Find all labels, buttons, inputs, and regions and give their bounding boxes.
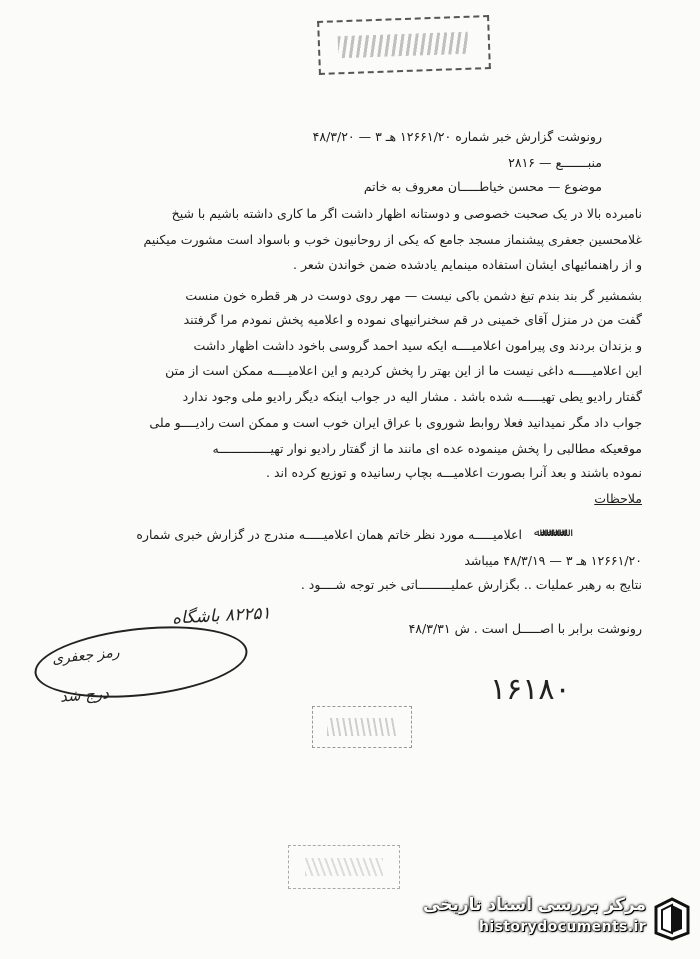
body-line-3: و از راهنمائیهای ایشان استفاده مینمایم یادشده ضمن خواندن شعر . xyxy=(293,257,642,272)
remarks-line-1: اعلامیـــــه مورد نظر خاتم همان اعلامیـــــه مندرج در گزارش خبری شماره xyxy=(136,527,522,542)
body-line-1: نامبرده بالا در یک صحبت خصوصی و دوستانه اظهار داشت اگر ما کاری داشته باشیم با شیخ xyxy=(171,206,642,221)
certification-line: رونوشت برابر با اصـــــل است . ش ۴۸/۳/۳۱ xyxy=(408,621,642,636)
middle-stamp xyxy=(312,706,412,748)
subject-line: موضوع — محسن خیاطـــــان معروف به خاتم xyxy=(363,179,602,194)
remarks-line-3: نتایج به رهبر عملیات .. بگزارش عملیـــــــــاتی خبر توجه شــــود . xyxy=(300,577,642,592)
body-line-8: گفتار رادیو یطی تهیـــــه شده باشد . مشار الیه در جواب اینکه دیگر رادیو ملی وجود ندارد xyxy=(182,389,642,404)
body-line-11: نموده باشند و بعد آنرا بصورت اعلامیـــه بچاپ رسانیده و توزیع کرده اند . xyxy=(266,465,642,480)
book-icon xyxy=(652,895,692,941)
hand-annotation-2: رمز جعفری xyxy=(51,644,121,668)
hand-annotation-1: ۸۲۲۵۱ باشگاه xyxy=(171,603,272,629)
watermark-name: مرکز بررسی اسناد تاریخی xyxy=(423,895,646,915)
source-line: منبـــــــع — ۲۸۱۶ xyxy=(508,155,602,170)
remarks-marker: ﷲﷲﷲﷲﷲ xyxy=(534,526,567,539)
body-line-9: جواب داد مگر نمیدانید فعلا روابط شوروی با عراق ایران خوب است و ممکن است رادیــــو ملی xyxy=(149,415,642,430)
top-stamp xyxy=(317,15,491,75)
remarks-line-2: ۱۲۶۶۱/۲۰ هـ ۳ — ۴۸/۳/۱۹ میباشد xyxy=(464,553,642,568)
watermark-logo xyxy=(423,893,696,949)
body-line-6: و بزندان بردند وی پیرامون اعلامیــــه ایکه سید احمد گروسی باخود داشت اظهار داشت xyxy=(193,338,642,353)
remarks-heading: ملاحظات xyxy=(594,491,642,506)
body-line-10: موقعیکه مطالبی را پخش مینموده عده ای مانند ما از گفتار رادیو نوار تهیــــــــــــــه xyxy=(212,441,642,456)
header-line: رونوشت گزارش خبر شماره ۱۲۶۶۱/۲۰ هـ ۳ — ۴۸/۳/۲۰ xyxy=(312,129,602,144)
body-line-5: گفت من در منزل آقای خمینی در قم سخنرانیهای نموده و اعلامیه پخش نمودم مرا گرفتند xyxy=(183,312,642,327)
body-line-4: بشمشیر گر بند بندم تیغ دشمن باکی نیست — مهر روی دوست در هر قطره خون منست xyxy=(185,288,642,303)
watermark-site: historydocuments.ir xyxy=(478,919,646,935)
body-line-7: این اعلامیـــــه داغی نیست ما از این بهتر را پخش کردیم و این اعلامیــــه ممکن است از متن xyxy=(165,363,642,378)
bottom-stamp xyxy=(288,845,400,889)
hand-annotation-3: درج شد xyxy=(59,684,110,706)
handwritten-number: ۱۶۱۸۰ xyxy=(490,672,571,707)
body-line-2: غلامحسین جعفری پیشنماز مسجد جامع که یکی از روحانیون خوب و باسواد است مشورت میکنیم xyxy=(143,232,642,247)
